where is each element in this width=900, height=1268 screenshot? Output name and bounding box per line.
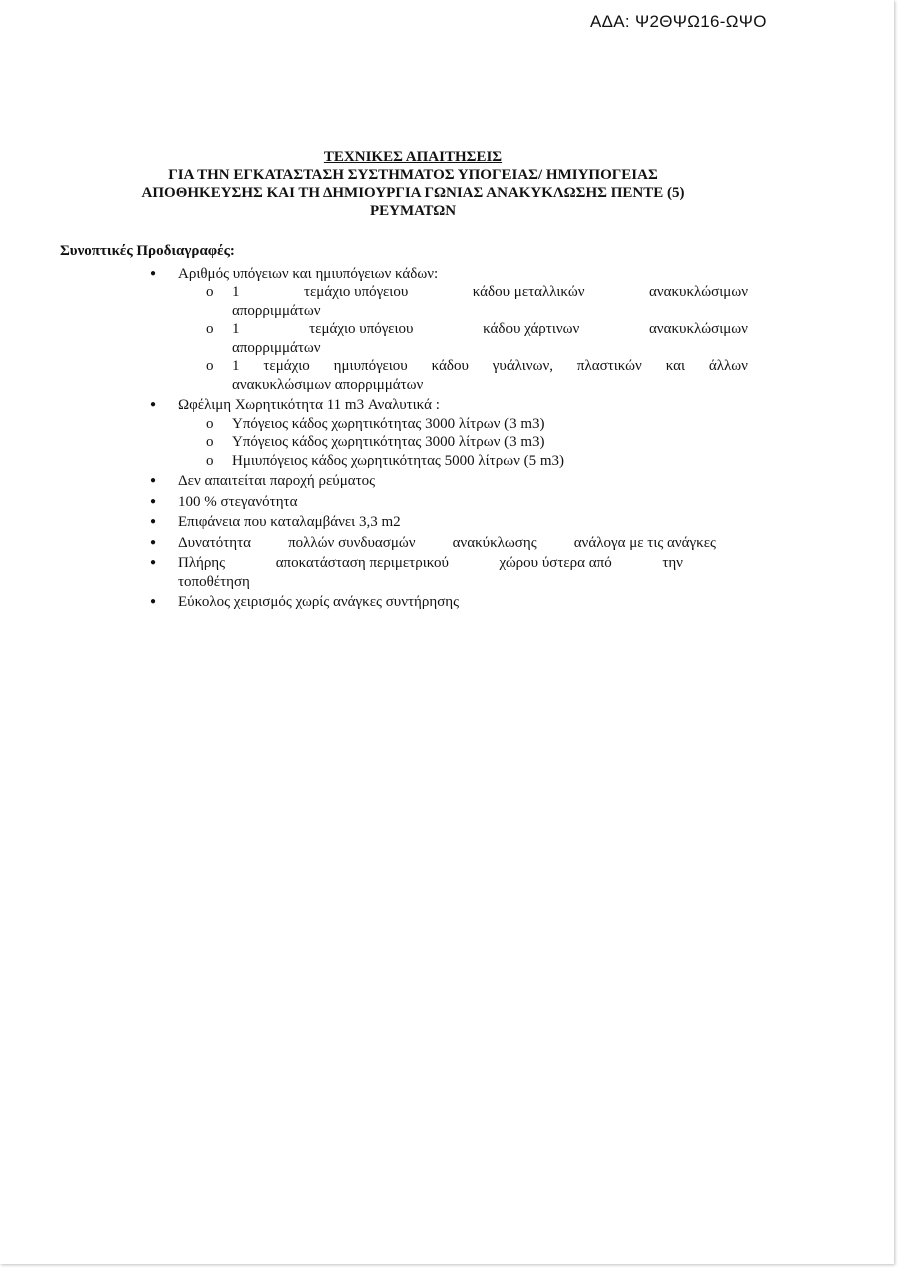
list-item: ● Εύκολος χειρισμός χωρίς ανάγκες συντήρησης	[60, 593, 760, 612]
sub-list-item: o 1 τεμάχιο υπόγειου κάδου χάρτινων ανακυκλώσιμων απορριμμάτων	[206, 321, 748, 356]
list-item: ● Δυνατότητα πολλών συνδυασμών ανακύκλωσης ανάλογα με τις ανάγκες	[60, 534, 760, 553]
list-item	[60, 265, 760, 395]
spec-list	[60, 265, 760, 612]
sub-list-item: o 1 τεμάχιο υπόγειου κάδου μεταλλικών ανακυκλώσιμων απορριμμάτων	[206, 284, 748, 319]
list-item	[60, 396, 760, 470]
ada-code: ΑΔΑ: Ψ2ΘΨΩ16-ΩΨΟ	[590, 12, 767, 31]
sub-bullet-marker: o	[206, 452, 214, 469]
sub-list-item: o 1 τεμάχιο ημιυπόγειου κάδου γυάλινων, πλαστικών και άλλων ανακυκλώσιμων απορριμμάτων	[206, 358, 748, 393]
sub-list	[178, 415, 760, 471]
list-item: ● 100 % στεγανότητα	[60, 493, 760, 512]
section-heading: Συνοπτικές Προδιαγραφές:	[60, 243, 235, 259]
list-item: ● Πλήρης αποκατάσταση περιμετρικού χώρου ύστερα από την τοποθέτηση	[60, 554, 760, 591]
list-item: ● Επιφάνεια που καταλαμβάνει 3,3 m2	[60, 513, 760, 532]
title-line-2: ΓΙΑ ΤΗΝ ΕΓΚΑΤΑΣΤΑΣΗ ΣΥΣΤΗΜΑΤΟΣ ΥΠΟΓΕΙΑΣ/ ΗΜΙΥΠΟΓΕΙΑΣ	[168, 167, 658, 183]
sub-list	[178, 283, 760, 394]
title-line-1: ΤΕΧΝΙΚΕΣ ΑΠΑΙΤΗΣΕΙΣ	[323, 149, 503, 165]
title-line-4: ΡΕΥΜΑΤΩΝ	[369, 203, 457, 219]
specifications-section	[60, 242, 760, 614]
list-item: ● Δεν απαιτείται παροχή ρεύματος	[60, 472, 760, 491]
sub-list-item: o Υπόγειος κάδος χωρητικότητας 3000 λίτρων (3 m3)	[206, 415, 545, 432]
sub-bullet-marker: o	[206, 415, 214, 432]
bullet-text: Αριθμός υπόγειων και ημιυπόγειων κάδων:	[178, 265, 439, 282]
sub-bullet-marker: o	[206, 358, 214, 374]
sub-bullet-marker: o	[206, 321, 214, 337]
sub-bullet-marker: o	[206, 434, 214, 450]
document-title	[60, 148, 766, 220]
sub-list-item: o Ημιυπόγειος κάδος χωρητικότητας 5000 λίτρων (5 m3)	[206, 452, 565, 469]
sub-list-item: o Υπόγειος κάδος χωρητικότητας 3000 λίτρων (3 m3)	[206, 434, 545, 450]
sub-bullet-marker: o	[206, 284, 214, 300]
bullet-text: Ωφέλιμη Χωρητικότητα 11 m3 Αναλυτικά :	[178, 397, 440, 413]
title-line-3: ΑΠΟΘΗΚΕΥΣΗΣ ΚΑΙ ΤΗ ΔΗΜΙΟΥΡΓΙΑ ΓΩΝΙΑΣ ΑΝΑΚΥΚΛΩΣΗΣ ΠΕΝΤΕ (5)	[141, 185, 685, 201]
